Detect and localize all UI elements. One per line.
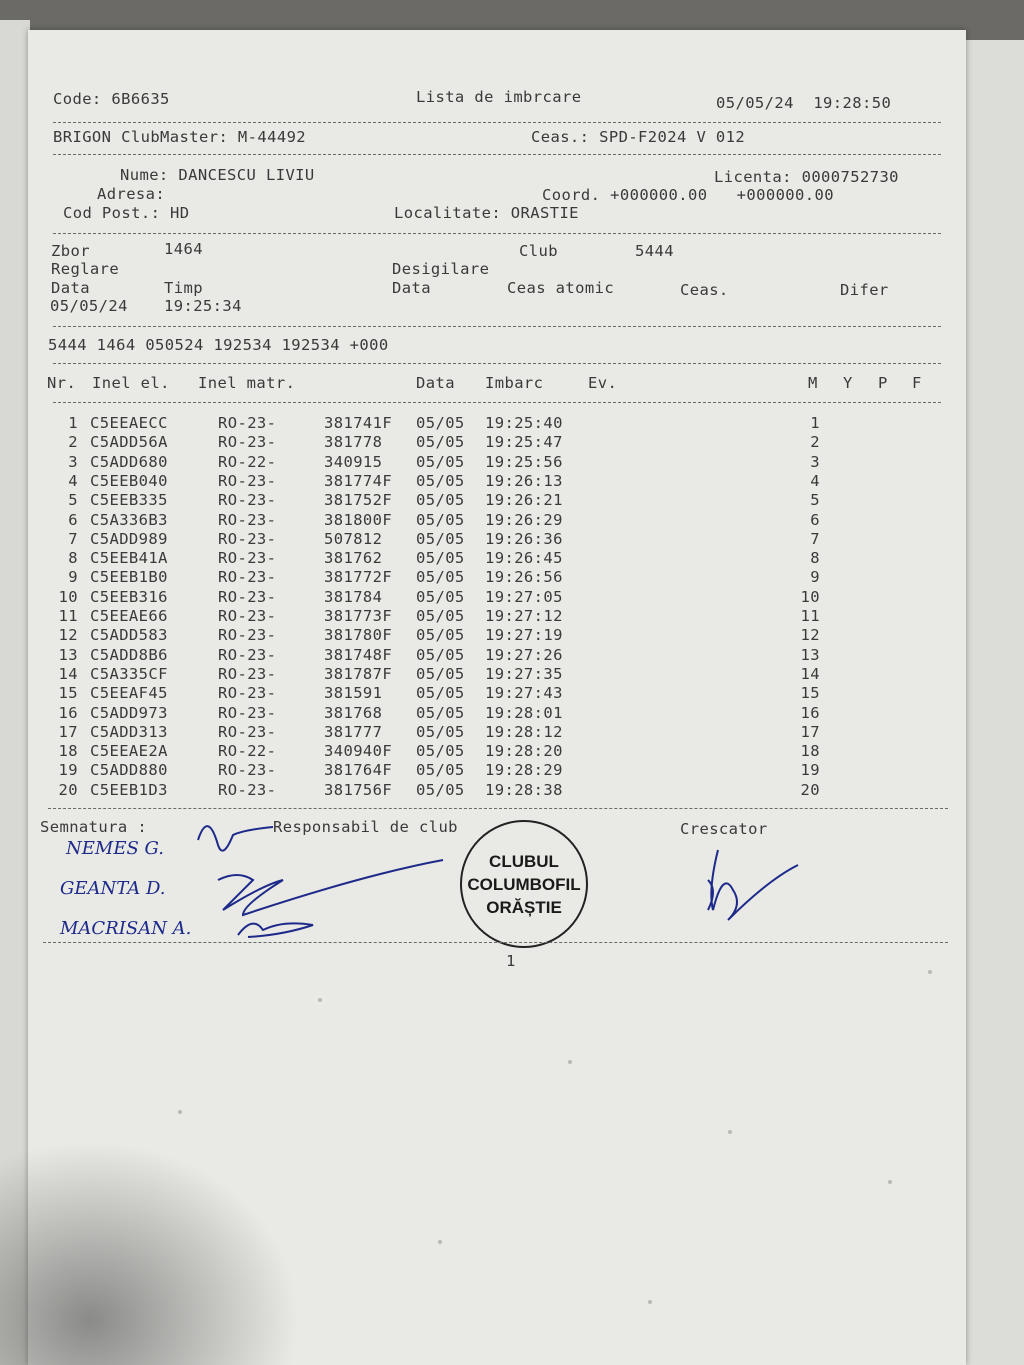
stamp-line-1: CLUBUL bbox=[489, 851, 559, 871]
header-ev: Ev. bbox=[588, 374, 618, 392]
breeder-label: Crescator bbox=[680, 820, 768, 838]
cell-matr: 381764F bbox=[324, 761, 393, 780]
club-stamp bbox=[460, 820, 588, 948]
print-datetime: 05/05/24 19:28:50 bbox=[716, 94, 892, 112]
cell-nr: 17 bbox=[58, 722, 78, 741]
cell-el: C5ADD989 bbox=[90, 529, 168, 548]
cell-data: 05/05 bbox=[416, 452, 465, 471]
cell-nr: 10 bbox=[58, 587, 78, 606]
cell-m: 16 bbox=[800, 703, 820, 722]
cell-time: 19:27:35 bbox=[485, 664, 563, 683]
cell-nr: 8 bbox=[68, 549, 78, 568]
cell-data: 05/05 bbox=[416, 414, 465, 432]
cell-nr: 15 bbox=[58, 684, 78, 703]
cell-pref: RO-23- bbox=[218, 684, 277, 703]
cell-time: 19:27:26 bbox=[485, 645, 563, 664]
cell-nr: 4 bbox=[68, 471, 78, 490]
cell-data: 05/05 bbox=[416, 568, 465, 587]
cell-el: C5ADD973 bbox=[90, 703, 168, 722]
cell-data: 05/05 bbox=[416, 684, 465, 703]
cell-el: C5EEAE2A bbox=[90, 742, 168, 761]
cell-pref: RO-23- bbox=[218, 510, 277, 529]
cell-nr: 1 bbox=[68, 414, 78, 432]
cell-time: 19:28:12 bbox=[485, 722, 563, 741]
cell-el: C5ADD56A bbox=[90, 433, 168, 452]
signer-1: NEMES G. bbox=[66, 838, 164, 859]
cell-nr: 14 bbox=[58, 664, 78, 683]
cell-nr: 18 bbox=[58, 742, 78, 761]
cell-el: C5ADD8B6 bbox=[90, 645, 168, 664]
atomic-clock-label: Ceas atomic bbox=[507, 279, 615, 297]
cell-el: C5A335CF bbox=[90, 664, 168, 683]
cell-time: 19:26:45 bbox=[485, 549, 563, 568]
signer-3: MACRISAN A. bbox=[60, 918, 192, 939]
cell-time: 19:26:13 bbox=[485, 471, 563, 490]
clock-id: Ceas.: SPD-F2024 V 012 bbox=[531, 128, 746, 146]
cell-m: 4 bbox=[810, 471, 820, 490]
cell-matr: 381784 bbox=[324, 587, 383, 606]
setting-date: 05/05/24 bbox=[50, 297, 128, 315]
cell-el: C5EEB040 bbox=[90, 471, 168, 490]
header-data: Data bbox=[416, 374, 455, 392]
cell-pref: RO-23- bbox=[218, 780, 277, 799]
cell-pref: RO-23- bbox=[218, 433, 277, 452]
cell-time: 19:27:19 bbox=[485, 626, 563, 645]
cell-pref: RO-23- bbox=[218, 471, 277, 490]
cell-m: 17 bbox=[800, 722, 820, 741]
cell-m: 13 bbox=[800, 645, 820, 664]
underlying-sheet-right bbox=[960, 40, 1024, 1365]
coordinates: Coord. +000000.00 +000000.00 bbox=[542, 186, 834, 204]
cell-m: 18 bbox=[800, 742, 820, 761]
cell-m: 5 bbox=[810, 491, 820, 510]
cell-data: 05/05 bbox=[416, 491, 465, 510]
cell-pref: RO-23- bbox=[218, 549, 277, 568]
clubmaster-id: BRIGON ClubMaster: M-44492 bbox=[53, 128, 307, 146]
cell-nr: 7 bbox=[68, 529, 78, 548]
cell-time: 19:28:01 bbox=[485, 703, 563, 722]
cell-m: 15 bbox=[800, 684, 820, 703]
cell-el: C5EEB1B0 bbox=[90, 568, 168, 587]
cell-m: 3 bbox=[810, 452, 820, 471]
cell-nr: 5 bbox=[68, 491, 78, 510]
cell-time: 19:27:43 bbox=[485, 684, 563, 703]
signature-label: Semnatura : bbox=[40, 818, 148, 836]
club-responsible-label: Responsabil de club bbox=[273, 818, 458, 836]
cell-el: C5ADD880 bbox=[90, 761, 168, 780]
cell-m: 2 bbox=[810, 433, 820, 452]
cell-nr: 9 bbox=[68, 568, 78, 587]
address-label: Adresa: bbox=[97, 185, 166, 203]
cell-pref: RO-23- bbox=[218, 414, 277, 432]
cell-m: 9 bbox=[810, 568, 820, 587]
cell-pref: RO-22- bbox=[218, 452, 277, 471]
cell-time: 19:25:40 bbox=[485, 414, 563, 432]
cell-data: 05/05 bbox=[416, 664, 465, 683]
cell-matr: 381780F bbox=[324, 626, 393, 645]
stamp-line-2: COLUMBOFIL bbox=[467, 874, 581, 894]
cell-time: 19:26:21 bbox=[485, 491, 563, 510]
cell-nr: 11 bbox=[58, 607, 78, 625]
cell-pref: RO-23- bbox=[218, 529, 277, 548]
cell-matr: 381774F bbox=[324, 471, 393, 490]
cell-m: 1 bbox=[810, 414, 820, 432]
cell-matr: 381748F bbox=[324, 645, 393, 664]
header-y: Y bbox=[843, 374, 853, 392]
header-f: F bbox=[912, 374, 922, 392]
divider bbox=[43, 942, 948, 943]
header-inel-el: Inel el. bbox=[92, 374, 170, 392]
postal-code: Cod Post.: HD bbox=[63, 204, 190, 222]
cell-time: 19:25:56 bbox=[485, 452, 563, 471]
cell-el: C5EEB316 bbox=[90, 587, 168, 606]
cell-pref: RO-23- bbox=[218, 664, 277, 683]
cell-m: 14 bbox=[800, 664, 820, 683]
cell-nr: 16 bbox=[58, 703, 78, 722]
cell-matr: 381591 bbox=[324, 684, 383, 703]
cell-m: 8 bbox=[810, 549, 820, 568]
cell-time: 19:26:36 bbox=[485, 529, 563, 548]
clock-label: Ceas. bbox=[680, 281, 729, 299]
cell-time: 19:28:20 bbox=[485, 742, 563, 761]
cell-time: 19:28:38 bbox=[485, 780, 563, 799]
cell-data: 05/05 bbox=[416, 510, 465, 529]
owner-name: Nume: DANCESCU LIVIU bbox=[120, 166, 315, 184]
cell-pref: RO-23- bbox=[218, 703, 277, 722]
locality: Localitate: ORASTIE bbox=[394, 204, 579, 222]
cell-pref: RO-23- bbox=[218, 626, 277, 645]
cell-pref: RO-22- bbox=[218, 742, 277, 761]
cell-nr: 2 bbox=[68, 433, 78, 452]
photo-shadow bbox=[0, 1140, 300, 1365]
cell-data: 05/05 bbox=[416, 549, 465, 568]
cell-matr: 381777 bbox=[324, 722, 383, 741]
club-number: 5444 bbox=[635, 242, 674, 260]
cell-time: 19:28:29 bbox=[485, 761, 563, 780]
cell-data: 05/05 bbox=[416, 626, 465, 645]
cell-time: 19:25:47 bbox=[485, 433, 563, 452]
cell-matr: 381768 bbox=[324, 703, 383, 722]
license-number: Licenta: 0000752730 bbox=[714, 168, 899, 186]
difference-label: Difer bbox=[840, 281, 889, 299]
cell-matr: 381778 bbox=[324, 433, 383, 452]
header-m: M bbox=[808, 374, 818, 392]
club-label: Club bbox=[519, 242, 558, 260]
cell-el: C5EEAECC bbox=[90, 414, 168, 432]
cell-el: C5EEAF45 bbox=[90, 684, 168, 703]
cell-matr: 507812 bbox=[324, 529, 383, 548]
cell-el: C5EEB1D3 bbox=[90, 780, 168, 799]
cell-m: 12 bbox=[800, 626, 820, 645]
cell-m: 10 bbox=[800, 587, 820, 606]
cell-pref: RO-23- bbox=[218, 645, 277, 664]
cell-el: C5EEB41A bbox=[90, 549, 168, 568]
cell-data: 05/05 bbox=[416, 471, 465, 490]
cell-el: C5EEB335 bbox=[90, 491, 168, 510]
flight-number: 1464 bbox=[164, 240, 203, 258]
header-inel-matr: Inel matr. bbox=[198, 374, 296, 392]
cell-m: 20 bbox=[800, 780, 820, 799]
cell-nr: 20 bbox=[58, 780, 78, 799]
document-title: Lista de imbrcare bbox=[416, 88, 582, 106]
cell-data: 05/05 bbox=[416, 607, 465, 625]
cell-m: 7 bbox=[810, 529, 820, 548]
data-label-2: Data bbox=[392, 279, 431, 297]
cell-el: C5ADD680 bbox=[90, 452, 168, 471]
cell-matr: 340915 bbox=[324, 452, 383, 471]
header-p: P bbox=[878, 374, 888, 392]
cell-data: 05/05 bbox=[416, 645, 465, 664]
cell-pref: RO-23- bbox=[218, 607, 277, 625]
cell-pref: RO-23- bbox=[218, 491, 277, 510]
cell-m: 6 bbox=[810, 510, 820, 529]
cell-pref: RO-23- bbox=[218, 722, 277, 741]
cell-time: 19:27:12 bbox=[485, 607, 563, 625]
cell-matr: 340940F bbox=[324, 742, 393, 761]
cell-pref: RO-23- bbox=[218, 568, 277, 587]
stamp-line-3: ORĂȘTIE bbox=[486, 897, 562, 917]
cell-data: 05/05 bbox=[416, 529, 465, 548]
cell-el: C5A336B3 bbox=[90, 510, 168, 529]
cell-data: 05/05 bbox=[416, 722, 465, 741]
cell-el: C5ADD583 bbox=[90, 626, 168, 645]
cell-nr: 3 bbox=[68, 452, 78, 471]
cell-data: 05/05 bbox=[416, 761, 465, 780]
cell-matr: 381787F bbox=[324, 664, 393, 683]
desigilare-label: Desigilare bbox=[392, 260, 490, 278]
cell-matr: 381741F bbox=[324, 414, 393, 432]
cell-pref: RO-23- bbox=[218, 761, 277, 780]
cell-matr: 381773F bbox=[324, 607, 393, 625]
cell-matr: 381772F bbox=[324, 568, 393, 587]
cell-matr: 381762 bbox=[324, 549, 383, 568]
cell-nr: 19 bbox=[58, 761, 78, 780]
cell-m: 11 bbox=[800, 607, 820, 625]
setting-time: 19:25:34 bbox=[164, 297, 242, 315]
cell-nr: 12 bbox=[58, 626, 78, 645]
cell-data: 05/05 bbox=[416, 433, 465, 452]
reglare-label: Reglare bbox=[51, 260, 120, 278]
timp-label: Timp bbox=[164, 279, 203, 297]
signer-2: GEANTA D. bbox=[60, 878, 166, 899]
cell-matr: 381756F bbox=[324, 780, 393, 799]
cell-time: 19:26:56 bbox=[485, 568, 563, 587]
cell-time: 19:27:05 bbox=[485, 587, 563, 606]
cell-el: C5EEAE66 bbox=[90, 607, 168, 625]
cell-matr: 381800F bbox=[324, 510, 393, 529]
page-number: 1 bbox=[506, 952, 516, 970]
cell-nr: 6 bbox=[68, 510, 78, 529]
header-imbarc: Imbarc bbox=[485, 374, 544, 392]
cell-data: 05/05 bbox=[416, 780, 465, 799]
summary-line: 5444 1464 050524 192534 192534 +000 bbox=[48, 336, 389, 354]
cell-time: 19:26:29 bbox=[485, 510, 563, 529]
cell-m: 19 bbox=[800, 761, 820, 780]
code-label: Code: 6B6635 bbox=[53, 90, 170, 108]
cell-pref: RO-23- bbox=[218, 587, 277, 606]
cell-el: C5ADD313 bbox=[90, 722, 168, 741]
cell-data: 05/05 bbox=[416, 587, 465, 606]
header-nr: Nr. bbox=[47, 374, 77, 392]
cell-data: 05/05 bbox=[416, 703, 465, 722]
data-label: Data bbox=[51, 279, 90, 297]
cell-matr: 381752F bbox=[324, 491, 393, 510]
cell-data: 05/05 bbox=[416, 742, 465, 761]
cell-nr: 13 bbox=[58, 645, 78, 664]
flight-label: Zbor bbox=[51, 242, 90, 260]
